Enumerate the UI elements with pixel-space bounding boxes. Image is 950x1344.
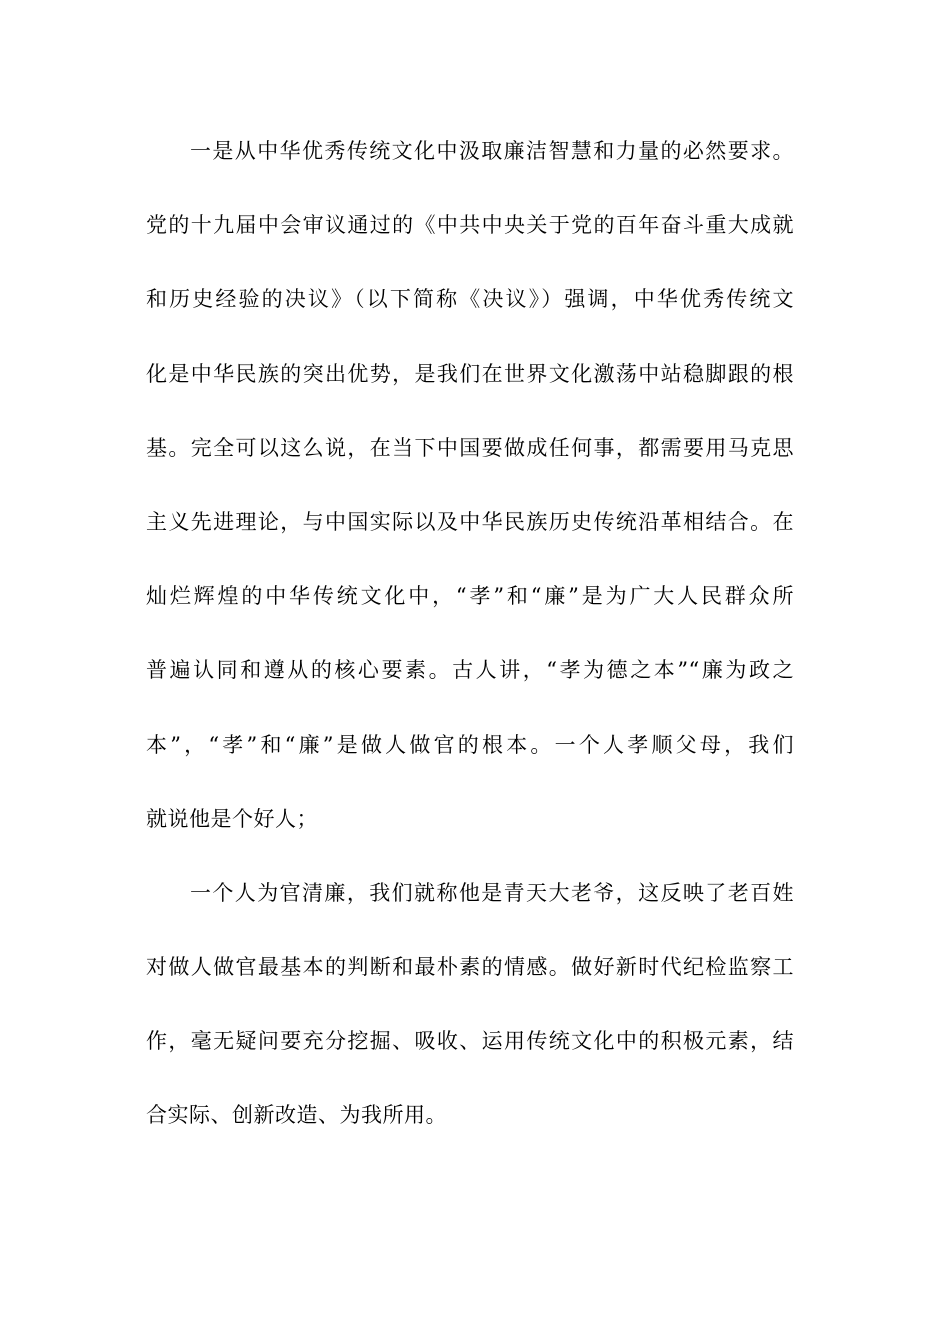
paragraph-line: 党的十九届中会审议通过的《中共中央关于党的百年奋斗重大成就 [146,213,794,238]
paragraph-line: 对做人做官最基本的判断和最朴素的情感。做好新时代纪检监察工 [146,955,794,980]
paragraph-line: 就说他是个好人； [146,806,318,831]
document-body [146,130,794,1169]
paragraph-line: 一个人为官清廉，我们就称他是青天大老爷，这反映了老百姓 [190,880,794,905]
paragraph-line: 普遍认同和遵从的核心要素。古人讲，“孝为德之本”“廉为政之 [146,658,794,683]
paragraph-line: 灿烂辉煌的中华传统文化中，“孝”和“廉”是为广大人民群众所 [146,584,794,609]
paragraph-2 [146,872,794,1169]
paragraph-line: 化是中华民族的突出优势，是我们在世界文化激荡中站稳脚跟的根 [146,361,794,386]
paragraph-line: 基。完全可以这么说，在当下中国要做成任何事，都需要用马克思 [146,435,794,460]
paragraph-line: 一是从中华优秀传统文化中汲取廉洁智慧和力量的必然要求。 [190,139,794,163]
paragraph-line: 合实际、创新改造、为我所用。 [146,1103,447,1128]
paragraph-1 [146,130,794,872]
paragraph-line: 本”，“孝”和“廉”是做人做官的根本。一个人孝顺父母，我们 [146,732,794,757]
paragraph-line: 作，毫无疑问要充分挖掘、吸收、运用传统文化中的积极元素，结 [146,1029,794,1054]
paragraph-line: 和历史经验的决议》（以下简称《决议》）强调，中华优秀传统文 [146,287,794,312]
paragraph-line: 主义先进理论，与中国实际以及中华民族历史传统沿革相结合。在 [146,509,794,534]
